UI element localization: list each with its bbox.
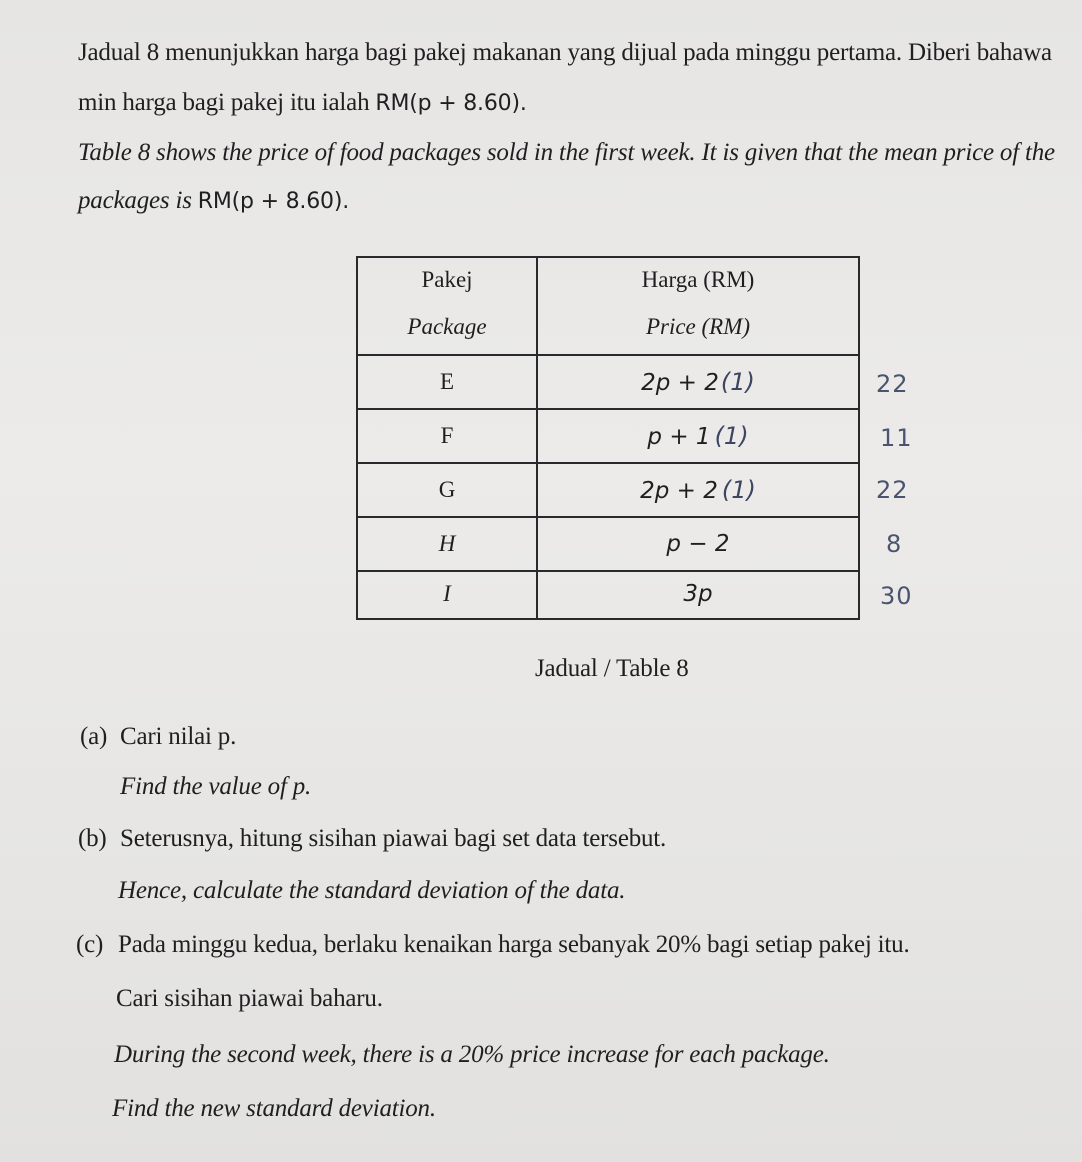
package-cell: G [438, 477, 456, 502]
table-row [358, 464, 858, 518]
intro-ms-line-2-text: min harga bagi pakej itu ialah [78, 89, 376, 116]
question-c-ms-line-1: Pada minggu kedua, berlaku kenaikan harga sebanyak 20% bagi setiap pakej itu. [118, 931, 910, 958]
question-a-ms: Cari nilai p. [120, 723, 237, 750]
price-cell: p − 2 [666, 531, 730, 557]
table-row [358, 518, 858, 572]
side-note: 22 [876, 370, 909, 398]
intro-en-line-2-text: packages is [78, 187, 198, 214]
header-price-ms: Harga (RM) [641, 267, 755, 292]
table-header-row [358, 258, 858, 356]
price-cell [538, 368, 858, 397]
question-b-ms: Seterusnya, hitung sisihan piawai bagi set data tersebut. [120, 825, 667, 852]
question-c-ms-line-2: Cari sisihan piawai baharu. [116, 985, 383, 1012]
header-package-en: Package [407, 314, 487, 339]
intro-en-mean-expression: RM(p + 8.60). [197, 189, 349, 214]
table-row [358, 356, 858, 410]
intro-ms-mean-expression: RM(p + 8.60). [375, 91, 527, 116]
table-8 [356, 256, 860, 620]
price-expression: p + 1 [647, 424, 711, 450]
handwritten-annotation: (1) [720, 368, 755, 396]
handwritten-annotation: (1) [721, 476, 756, 504]
handwritten-annotation: (1) [714, 422, 749, 450]
header-package-ms: Pakej [421, 267, 473, 292]
price-cell [538, 476, 858, 505]
side-note: 11 [880, 424, 913, 452]
header-price-en: Price (RM) [645, 314, 751, 339]
price-expression: 2p + 2 [640, 478, 718, 504]
intro-en-line-2 [78, 186, 349, 217]
question-c-en-line-2: Find the new standard deviation. [112, 1095, 436, 1122]
side-note: 30 [880, 582, 913, 610]
intro-en-line-1: Table 8 shows the price of food packages sold in the first week. It is given that the mean price of the [78, 139, 1055, 166]
package-cell: I [443, 581, 451, 606]
side-note: 8 [886, 530, 903, 558]
package-cell: F [440, 423, 454, 448]
question-b-label: (b) [78, 825, 107, 852]
question-a-en: Find the value of p. [120, 773, 312, 800]
price-cell: 3p [683, 581, 713, 607]
question-c-en-line-1: During the second week, there is a 20% price increase for each package. [114, 1041, 830, 1068]
price-cell [538, 422, 858, 451]
question-b-en: Hence, calculate the standard deviation of the data. [118, 877, 626, 904]
table-row [358, 410, 858, 464]
side-note: 22 [876, 476, 909, 504]
question-c-label: (c) [76, 931, 104, 958]
price-expression: 2p + 2 [641, 370, 719, 396]
intro-ms-line-2 [78, 88, 527, 119]
intro-ms-line-1: Jadual 8 menunjukkan harga bagi pakej makanan yang dijual pada minggu pertama. Diberi bahawa [78, 39, 1052, 66]
package-cell: E [439, 369, 455, 394]
table-row [358, 572, 858, 618]
package-cell: H [438, 531, 456, 556]
table-caption: Jadual / Table 8 [535, 655, 689, 682]
question-a-label: (a) [80, 723, 108, 750]
